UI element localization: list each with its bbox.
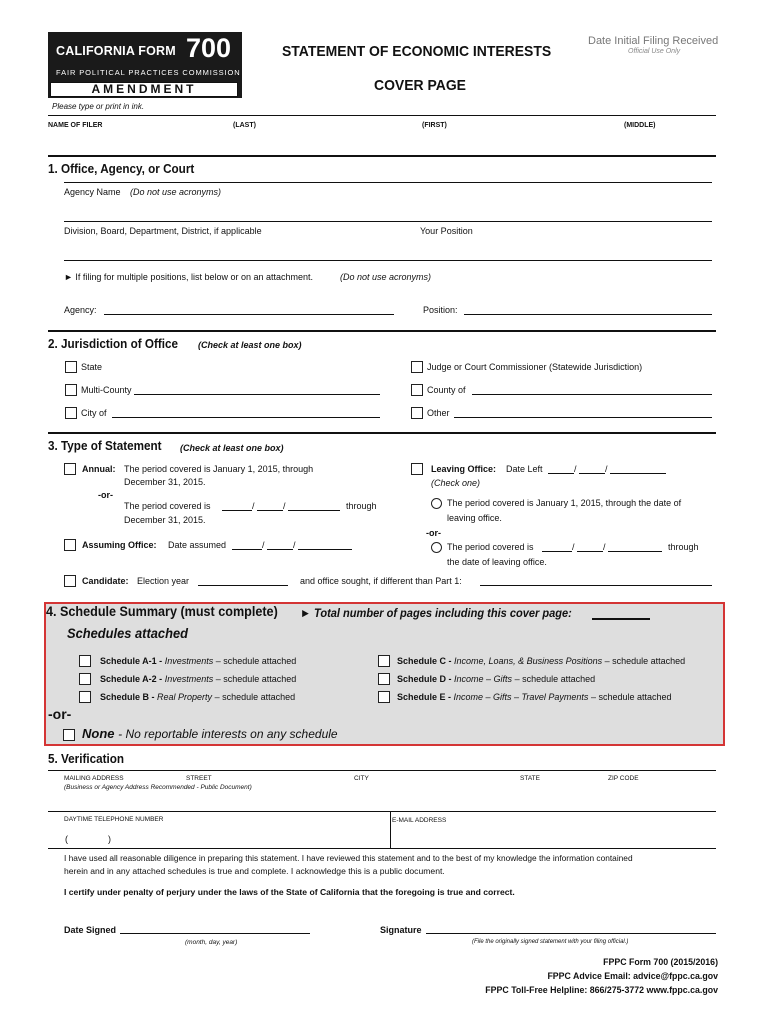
none-label: None bbox=[82, 726, 115, 741]
slash: / bbox=[574, 464, 577, 474]
schedule-d-row bbox=[397, 674, 595, 684]
state-label: State bbox=[81, 362, 103, 372]
ink-instruction: Please type or print in ink. bbox=[52, 102, 145, 111]
election-year-field[interactable] bbox=[198, 585, 288, 586]
position-line bbox=[64, 260, 712, 261]
leaving-alt-day-field[interactable] bbox=[577, 551, 603, 552]
total-pages-field[interactable] bbox=[592, 618, 650, 620]
slash: / bbox=[283, 501, 286, 511]
schedule-b-desc: Real Property bbox=[157, 692, 213, 702]
schedule-a1-tail: – schedule attached bbox=[215, 656, 297, 666]
slash: / bbox=[603, 542, 606, 552]
city-label: City of bbox=[81, 408, 107, 418]
date-format-note: (month, day, year) bbox=[185, 939, 238, 946]
schedule-b-label: Schedule B - bbox=[100, 692, 155, 702]
footer-advice: FPPC Advice Email: advice@fppc.ca.gov bbox=[547, 971, 718, 981]
schedule-e-tail: – schedule attached bbox=[590, 692, 672, 702]
agency-name-label[interactable]: Agency Name bbox=[64, 187, 121, 197]
divider bbox=[48, 811, 716, 812]
annual-text: The period covered is January 1, 2015, through bbox=[124, 464, 314, 474]
annual-alt-text-2: December 31, 2015. bbox=[124, 515, 206, 525]
schedule-a2-label: Schedule A-2 - bbox=[100, 674, 163, 684]
candidate-checkbox[interactable] bbox=[64, 575, 76, 587]
footer-form: FPPC Form 700 (2015/2016) bbox=[603, 957, 718, 967]
section-5-title: 5. Verification bbox=[48, 751, 125, 766]
leaving-period-text-1b: leaving office. bbox=[447, 513, 502, 523]
schedule-e-label: Schedule E - bbox=[397, 692, 452, 702]
official-use-label: Official Use Only bbox=[628, 48, 681, 55]
area-code-close: ) bbox=[108, 834, 111, 844]
assumed-year-field[interactable] bbox=[298, 549, 352, 550]
county-checkbox[interactable] bbox=[411, 384, 423, 396]
annual-alt-month-field[interactable] bbox=[222, 510, 252, 511]
left-month-field[interactable] bbox=[548, 473, 574, 474]
schedule-c-checkbox[interactable] bbox=[378, 655, 390, 667]
schedule-d-checkbox[interactable] bbox=[378, 673, 390, 685]
other-checkbox[interactable] bbox=[411, 407, 423, 419]
schedule-a2-tail: – schedule attached bbox=[215, 674, 297, 684]
multiple-positions-note: ► If filing for multiple positions, list below or on an attachment. bbox=[64, 272, 314, 282]
assumed-month-field[interactable] bbox=[232, 549, 262, 550]
phone-email-divider bbox=[390, 811, 391, 849]
divider bbox=[48, 115, 716, 116]
through-label: through bbox=[668, 542, 699, 552]
email-label[interactable]: E-MAIL ADDRESS bbox=[392, 817, 447, 824]
leaving-period-text-2b: the date of leaving office. bbox=[447, 557, 547, 567]
middle-name-label[interactable]: (MIDDLE) bbox=[624, 122, 656, 129]
telephone-label[interactable]: DAYTIME TELEPHONE NUMBER bbox=[64, 816, 164, 823]
total-pages-label: ► Total number of pages including this cover page: bbox=[300, 606, 572, 620]
schedule-a1-label: Schedule A-1 - bbox=[100, 656, 163, 666]
signature-note: (File the originally signed statement with your filing official.) bbox=[472, 939, 629, 945]
city-field-label[interactable]: CITY bbox=[354, 775, 369, 782]
schedule-e-checkbox[interactable] bbox=[378, 691, 390, 703]
schedule-a1-desc: Investments bbox=[164, 656, 214, 666]
annual-text-2: December 31, 2015. bbox=[124, 477, 206, 487]
schedule-d-desc: Income – Gifts bbox=[454, 674, 513, 684]
position-field-label: Position: bbox=[423, 305, 458, 315]
your-position-label[interactable]: Your Position bbox=[420, 226, 473, 236]
position-field[interactable] bbox=[464, 314, 712, 315]
agency-name-line bbox=[64, 182, 712, 183]
section-4-title: 4. Schedule Summary (must complete) bbox=[46, 603, 278, 619]
schedule-c-row bbox=[397, 656, 685, 666]
leaving-office-checkbox[interactable] bbox=[411, 463, 423, 475]
signature-field[interactable] bbox=[426, 933, 716, 934]
date-signed-field[interactable] bbox=[120, 933, 310, 934]
section-3-instruction: (Check at least one box) bbox=[180, 443, 284, 453]
leaving-period-radio-2[interactable] bbox=[431, 542, 442, 553]
schedule-b-checkbox[interactable] bbox=[79, 691, 91, 703]
leaving-period-text-1: The period covered is January 1, 2015, through the date of bbox=[447, 498, 682, 508]
certify-statement: I certify under penalty of perjury under the laws of the State of California that the foregoing is true and correct. bbox=[64, 887, 515, 897]
name-of-filer-label: NAME OF FILER bbox=[48, 122, 103, 129]
schedule-a2-desc: Investments bbox=[164, 674, 214, 684]
schedule-e-desc: Income – Gifts – Travel Payments bbox=[453, 692, 589, 702]
state-field-label[interactable]: STATE bbox=[520, 775, 540, 782]
annual-label: Annual: bbox=[82, 464, 116, 474]
annual-alt-text: The period covered is bbox=[124, 501, 211, 511]
schedule-a2-row bbox=[100, 674, 296, 684]
check-one-note: (Check one) bbox=[431, 478, 481, 488]
schedule-d-label: Schedule D - bbox=[397, 674, 452, 684]
or-separator: -or- bbox=[98, 490, 113, 500]
multi-county-checkbox[interactable] bbox=[65, 384, 77, 396]
schedule-a1-checkbox[interactable] bbox=[79, 655, 91, 667]
slash: / bbox=[572, 542, 575, 552]
office-sought-field[interactable] bbox=[480, 585, 712, 586]
leaving-office-label: Leaving Office: bbox=[431, 464, 497, 474]
division-line bbox=[64, 221, 712, 222]
date-assumed-label: Date assumed bbox=[168, 540, 227, 550]
other-field[interactable] bbox=[454, 417, 712, 418]
county-field[interactable] bbox=[472, 394, 712, 395]
first-name-label[interactable]: (FIRST) bbox=[422, 122, 447, 129]
through-label: through bbox=[346, 501, 377, 511]
divider bbox=[48, 848, 716, 849]
assuming-office-label: Assuming Office: bbox=[82, 540, 157, 550]
none-desc: - No reportable interests on any schedule bbox=[118, 727, 338, 741]
leaving-alt-year-field[interactable] bbox=[608, 551, 662, 552]
date-signed-label: Date Signed bbox=[64, 925, 117, 935]
schedule-a2-checkbox[interactable] bbox=[79, 673, 91, 685]
city-checkbox[interactable] bbox=[65, 407, 77, 419]
office-sought-label: and office sought, if different than Part 1: bbox=[300, 576, 462, 586]
section-3-title: 3. Type of Statement bbox=[48, 438, 162, 453]
multi-county-field[interactable] bbox=[134, 394, 380, 395]
amendment-box[interactable]: AMENDMENT bbox=[50, 82, 238, 97]
no-acronyms-note-2: (Do not use acronyms) bbox=[340, 272, 432, 282]
multi-county-label: Multi-County bbox=[81, 385, 132, 395]
judge-label: Judge or Court Commissioner (Statewide Jurisdiction) bbox=[427, 362, 643, 372]
page-title: STATEMENT OF ECONOMIC INTERESTS bbox=[282, 43, 552, 60]
city-field[interactable] bbox=[112, 417, 380, 418]
section-1-title: 1. Office, Agency, or Court bbox=[48, 161, 195, 176]
date-left-label: Date Left bbox=[506, 464, 543, 474]
page-subtitle: COVER PAGE bbox=[374, 77, 466, 94]
zip-field-label[interactable]: ZIP CODE bbox=[608, 775, 639, 782]
slash: / bbox=[293, 540, 296, 550]
schedule-e-row bbox=[397, 692, 672, 702]
election-year-label: Election year bbox=[137, 576, 190, 586]
county-label: County of bbox=[427, 385, 466, 395]
footer-helpline: FPPC Toll-Free Helpline: 866/275-3772 www.fppc.ca.gov bbox=[485, 985, 718, 995]
form-label: CALIFORNIA FORM bbox=[56, 44, 176, 58]
or-separator: -or- bbox=[426, 528, 441, 538]
schedule-c-tail: – schedule attached bbox=[604, 656, 686, 666]
or-separator: -or- bbox=[48, 706, 72, 722]
annual-alt-year-field[interactable] bbox=[288, 510, 340, 511]
schedule-b-row bbox=[100, 692, 295, 702]
street-label[interactable]: STREET bbox=[186, 775, 212, 782]
area-code-open: ( bbox=[65, 834, 68, 844]
none-checkbox[interactable] bbox=[63, 729, 75, 741]
state-checkbox[interactable] bbox=[65, 361, 77, 373]
annual-alt-day-field[interactable] bbox=[257, 510, 283, 511]
diligence-statement: I have used all reasonable diligence in preparing this statement. I have reviewed this statement and to the best of my knowledge the information contained bbox=[64, 853, 633, 863]
slash: / bbox=[262, 540, 265, 550]
division-label[interactable]: Division, Board, Department, District, if applicable bbox=[64, 226, 262, 236]
fppc-label: FAIR POLITICAL PRACTICES COMMISSION bbox=[56, 68, 241, 77]
divider bbox=[48, 770, 716, 771]
annual-checkbox[interactable] bbox=[64, 463, 76, 475]
divider bbox=[48, 432, 716, 434]
none-row bbox=[82, 726, 338, 741]
form-number: 700 bbox=[186, 33, 232, 63]
no-acronyms-note: (Do not use acronyms) bbox=[130, 187, 222, 197]
schedule-b-tail: – schedule attached bbox=[214, 692, 296, 702]
agency-field-label: Agency: bbox=[64, 305, 97, 315]
schedule-c-desc: Income, Loans, & Business Positions bbox=[454, 656, 603, 666]
assumed-day-field[interactable] bbox=[267, 549, 293, 550]
assuming-office-checkbox[interactable] bbox=[64, 539, 76, 551]
other-label: Other bbox=[427, 408, 450, 418]
left-day-field[interactable] bbox=[579, 473, 605, 474]
divider bbox=[48, 155, 716, 157]
divider bbox=[48, 330, 716, 332]
left-year-field[interactable] bbox=[610, 473, 666, 474]
business-address-note: (Business or Agency Address Recommended - Public Document) bbox=[64, 784, 252, 791]
slash: / bbox=[605, 464, 608, 474]
last-name-label[interactable]: (LAST) bbox=[233, 122, 256, 129]
diligence-statement-2: herein and in any attached schedules is true and complete. I acknowledge this is a public document. bbox=[64, 866, 445, 876]
date-initial-label: Date Initial Filing Received bbox=[588, 35, 719, 47]
schedule-c-label: Schedule C - bbox=[397, 656, 452, 666]
leaving-alt-month-field[interactable] bbox=[542, 551, 572, 552]
section-2-instruction: (Check at least one box) bbox=[198, 340, 302, 350]
leaving-period-text-2: The period covered is bbox=[447, 542, 534, 552]
mailing-address-label[interactable]: MAILING ADDRESS bbox=[64, 775, 124, 782]
slash: / bbox=[252, 501, 255, 511]
section-2-title: 2. Jurisdiction of Office bbox=[48, 336, 179, 351]
signature-label: Signature bbox=[380, 925, 422, 935]
leaving-period-radio-1[interactable] bbox=[431, 498, 442, 509]
schedule-a1-row bbox=[100, 656, 296, 666]
candidate-label: Candidate: bbox=[82, 576, 129, 586]
schedule-d-tail: – schedule attached bbox=[514, 674, 596, 684]
judge-checkbox[interactable] bbox=[411, 361, 423, 373]
agency-field[interactable] bbox=[104, 314, 394, 315]
schedules-attached-heading: Schedules attached bbox=[67, 625, 188, 641]
